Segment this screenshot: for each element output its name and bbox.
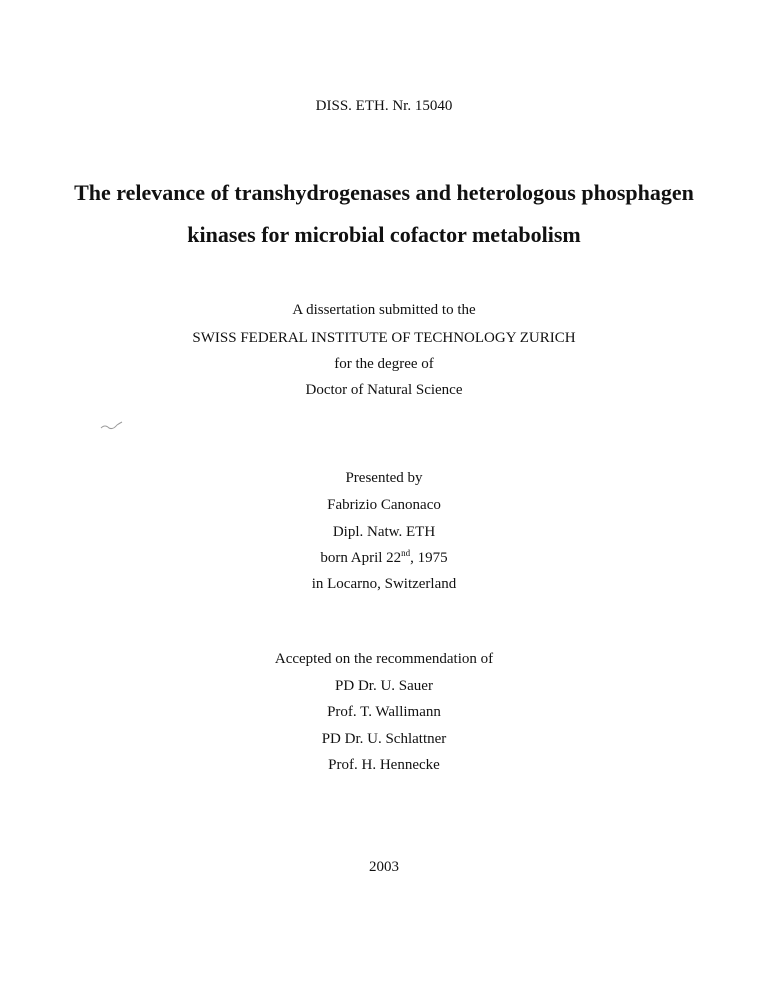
dissertation-number: DISS. ETH. Nr. 15040 — [315, 98, 453, 114]
publication-year: 2003 — [369, 859, 399, 875]
degree-name: Doctor of Natural Science — [305, 382, 463, 398]
author-birth-date — [0, 549, 768, 567]
birth-date-ordinal: nd — [401, 548, 411, 558]
author-birthplace: in Locarno, Switzerland — [311, 576, 457, 592]
examiner-4: Prof. H. Hennecke — [328, 757, 440, 773]
birth-year: , 1975 — [410, 550, 448, 566]
examiner-2: Prof. T. Wallimann — [327, 704, 441, 720]
submission-statement: A dissertation submitted to the — [292, 302, 476, 318]
recommendation-intro: Accepted on the recommendation of — [274, 651, 494, 667]
birth-date-prefix: born April 22 — [320, 550, 402, 566]
title-line-2: kinases for microbial cofactor metabolism — [187, 222, 581, 247]
stray-pen-mark — [100, 421, 124, 431]
presented-by-label: Presented by — [345, 470, 423, 486]
examiner-1: PD Dr. U. Sauer — [335, 678, 433, 694]
author-name: Fabrizio Canonaco — [327, 497, 441, 513]
degree-intro: for the degree of — [334, 356, 434, 372]
author-qualification: Dipl. Natw. ETH — [332, 524, 436, 540]
title-line-1: The relevance of transhydrogenases and heterologous phosphagen — [74, 180, 694, 205]
institution-name: SWISS FEDERAL INSTITUTE OF TECHNOLOGY ZURICH — [192, 330, 576, 346]
examiner-3: PD Dr. U. Schlattner — [321, 731, 447, 747]
